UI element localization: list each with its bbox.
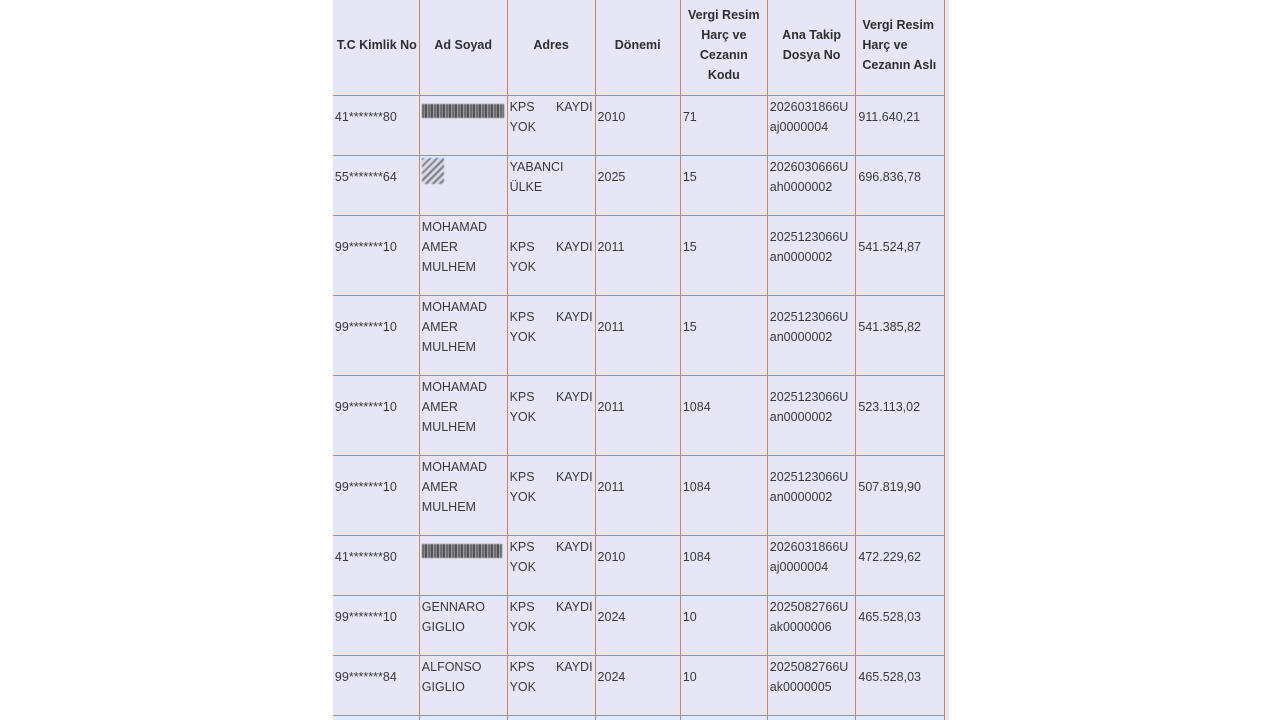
file-no-cell: 2026031866U aj0000004 — [767, 96, 856, 156]
table-row — [333, 656, 945, 716]
table-row — [333, 216, 945, 296]
code-cell: 10 — [680, 596, 767, 656]
name-cell — [419, 156, 507, 216]
amount-cell: 541.524,87 — [856, 216, 945, 296]
tc-kimlik-cell: 99*******10 — [333, 456, 419, 536]
amount-cell: 465.528,03 — [856, 596, 945, 656]
amount-cell: 541.385,82 — [856, 296, 945, 376]
table-row — [333, 296, 945, 376]
name-cell — [419, 536, 507, 596]
file-no-cell: 2025123066U an0000002 — [767, 296, 856, 376]
header-ana-takip-dosya-no: Ana Takip Dosya No — [767, 0, 856, 96]
name-cell: MOHAMAD AMER MULHEM — [419, 296, 507, 376]
tc-kimlik-cell: 99*******10 — [333, 596, 419, 656]
header-tc-kimlik-no: T.C Kimlik No — [333, 0, 419, 96]
amount-cell: 465.528,03 — [856, 656, 945, 716]
file-no-cell: 2025082766U ak0000005 — [767, 656, 856, 716]
empty-cell — [333, 716, 419, 720]
empty-cell — [767, 716, 856, 720]
address-cell: KPS KAYDI YOK — [507, 456, 595, 536]
period-cell: 2011 — [595, 456, 680, 536]
name-cell — [419, 96, 507, 156]
name-cell: ALFONSO GIGLIO — [419, 656, 507, 716]
header-ad-soyad: Ad Soyad — [419, 0, 507, 96]
table-row — [333, 596, 945, 656]
header-adres: Adres — [507, 0, 595, 96]
period-cell: 2024 — [595, 656, 680, 716]
tc-kimlik-cell: 41*******80 — [333, 96, 419, 156]
period-cell: 2024 — [595, 596, 680, 656]
period-cell: 2010 — [595, 96, 680, 156]
address-cell: KPS KAYDI YOK — [507, 296, 595, 376]
table-row — [333, 456, 945, 536]
tc-kimlik-cell: 99*******84 — [333, 656, 419, 716]
code-cell: 1084 — [680, 376, 767, 456]
empty-cell — [507, 716, 595, 720]
period-cell: 2011 — [595, 376, 680, 456]
amount-cell: 507.819,90 — [856, 456, 945, 536]
table-row — [333, 96, 945, 156]
empty-cell — [595, 716, 680, 720]
table-row — [333, 536, 945, 596]
amount-cell: 911.640,21 — [856, 96, 945, 156]
redacted-name — [422, 544, 502, 558]
name-cell: MOHAMAD AMER MULHEM — [419, 456, 507, 536]
empty-cell — [680, 716, 767, 720]
table-row — [333, 376, 945, 456]
code-cell: 15 — [680, 296, 767, 376]
address-cell: KPS KAYDI YOK — [507, 656, 595, 716]
tc-kimlik-cell: 99*******10 — [333, 296, 419, 376]
period-cell: 2011 — [595, 216, 680, 296]
code-cell: 1084 — [680, 456, 767, 536]
code-cell: 10 — [680, 656, 767, 716]
redacted-name — [422, 104, 504, 118]
address-cell: YABANCI ÜLKE — [507, 156, 595, 216]
redacted-name — [422, 158, 444, 184]
code-cell: 1084 — [680, 536, 767, 596]
tc-kimlik-cell: 41*******80 — [333, 536, 419, 596]
amount-cell: 696.836,78 — [856, 156, 945, 216]
header-vergi-asli: Vergi Resim Harç ve Cezanın Aslı — [856, 0, 945, 96]
empty-cell — [856, 716, 945, 720]
table-row — [333, 156, 945, 216]
address-cell: KPS KAYDI YOK — [507, 596, 595, 656]
document-page — [333, 0, 949, 720]
empty-cell — [419, 716, 507, 720]
tc-kimlik-cell: 99*******10 — [333, 376, 419, 456]
period-cell: 2011 — [595, 296, 680, 376]
file-no-cell: 2025123066U an0000002 — [767, 216, 856, 296]
code-cell: 15 — [680, 216, 767, 296]
file-no-cell: 2025123066U an0000002 — [767, 376, 856, 456]
address-cell: KPS KAYDI YOK — [507, 96, 595, 156]
address-cell: KPS KAYDI YOK — [507, 536, 595, 596]
table-header-row — [333, 0, 945, 96]
address-cell: KPS KAYDI YOK — [507, 376, 595, 456]
tax-debt-table — [333, 0, 945, 720]
tc-kimlik-cell: 55*******64 — [333, 156, 419, 216]
name-cell: MOHAMAD AMER MULHEM — [419, 216, 507, 296]
amount-cell: 523.113,02 — [856, 376, 945, 456]
file-no-cell: 2026031866U aj0000004 — [767, 536, 856, 596]
header-donemi: Dönemi — [595, 0, 680, 96]
period-cell: 2025 — [595, 156, 680, 216]
address-cell: KPS KAYDI YOK — [507, 216, 595, 296]
code-cell: 15 — [680, 156, 767, 216]
table-row — [333, 716, 945, 720]
amount-cell: 472.229,62 — [856, 536, 945, 596]
file-no-cell: 2026030666U ah0000002 — [767, 156, 856, 216]
file-no-cell: 2025082766U ak0000006 — [767, 596, 856, 656]
name-cell: MOHAMAD AMER MULHEM — [419, 376, 507, 456]
header-vergi-kodu: Vergi Resim Harç ve Cezanın Kodu — [680, 0, 767, 96]
file-no-cell: 2025123066U an0000002 — [767, 456, 856, 536]
period-cell: 2010 — [595, 536, 680, 596]
code-cell: 71 — [680, 96, 767, 156]
tc-kimlik-cell: 99*******10 — [333, 216, 419, 296]
name-cell: GENNARO GIGLIO — [419, 596, 507, 656]
